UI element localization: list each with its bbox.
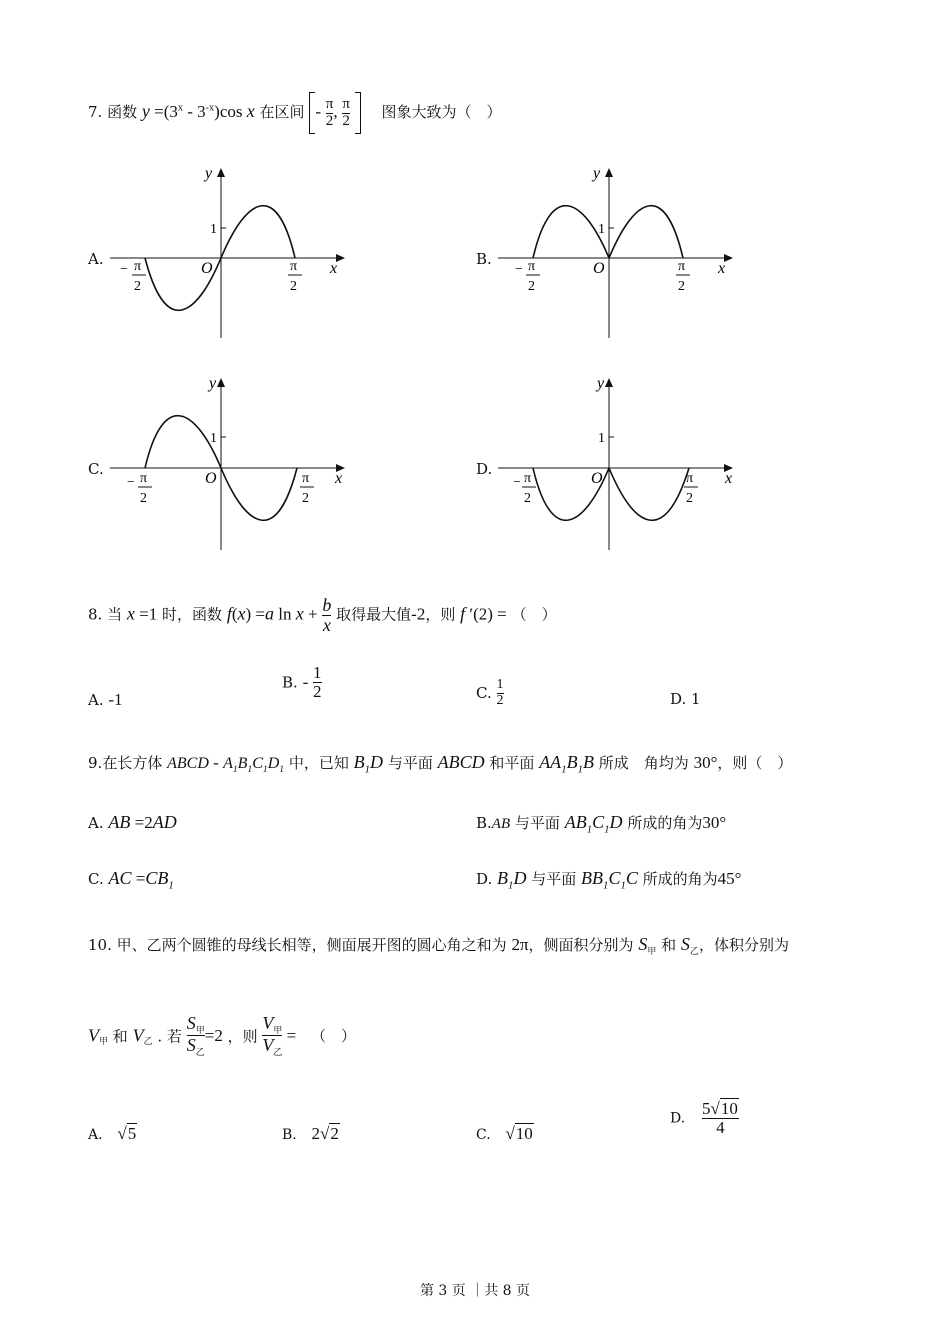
- svg-text:π: π: [290, 259, 298, 274]
- graph-label-a: A.: [88, 250, 104, 268]
- q8-option-b[interactable]: B. - $\frac{1}{2}$: [282, 663, 322, 701]
- q7-stem: 7. 函数 $y =(3^x - 3^{-x})\cos$ x 在区间 - $\frac{\pi}{2}$ , $\frac{\pi}{2}$ 图象大致为（ ）: [88, 92, 502, 134]
- svg-text:2: 2: [686, 491, 693, 506]
- svg-text:1: 1: [598, 222, 605, 237]
- q8-option-a[interactable]: A. -1: [88, 690, 123, 709]
- graph-label-b: B.: [476, 250, 492, 268]
- svg-text:x: x: [335, 470, 343, 487]
- q8-number: 8.: [88, 605, 103, 624]
- q10-number: 10.: [88, 936, 112, 954]
- graph-label-d: D.: [476, 460, 493, 478]
- svg-text:−: −: [127, 475, 135, 490]
- q9-number: 9.: [88, 754, 103, 772]
- graph-label-c: C.: [88, 460, 104, 478]
- graph-b: [493, 160, 743, 345]
- svg-text:π: π: [524, 471, 532, 486]
- q8-formula: f: [226, 603, 232, 624]
- svg-text:2: 2: [528, 279, 535, 294]
- q10-option-d[interactable]: D. $\frac{5√10}{4}$: [670, 1099, 738, 1137]
- svg-text:2: 2: [140, 491, 147, 506]
- q7-interval: - $\frac{\pi}{2}$ , $\frac{\pi}{2}$: [309, 103, 365, 121]
- svg-text:x: x: [718, 260, 726, 277]
- svg-text:2: 2: [290, 279, 297, 294]
- svg-text:2: 2: [524, 491, 531, 506]
- svg-text:−: −: [515, 262, 523, 277]
- svg-text:y: y: [597, 375, 605, 392]
- svg-text:2: 2: [302, 491, 309, 506]
- svg-text:O: O: [591, 470, 603, 487]
- q7-number: 7.: [88, 103, 103, 121]
- svg-text:π: π: [140, 471, 148, 486]
- svg-text:1: 1: [598, 431, 605, 446]
- svg-text:y: y: [593, 165, 601, 182]
- svg-text:−: −: [513, 475, 521, 490]
- svg-text:1: 1: [210, 222, 217, 237]
- svg-text:O: O: [205, 470, 217, 487]
- q9-option-d[interactable]: D. $B_1D$ 与平面 $BB_1C_1C$ 所成的角为45°: [476, 868, 742, 892]
- svg-text:−: −: [120, 262, 128, 277]
- svg-text:π: π: [528, 259, 536, 274]
- graph-c: [105, 370, 355, 555]
- graph-d: [493, 370, 743, 555]
- q9-option-a[interactable]: A. AB =2AD: [88, 812, 177, 832]
- q10-stem-line1: 10. 甲、乙两个圆锥的母线长相等，侧面展开图的圆心角之和为 2π，侧面积分别为 $S_甲$ 和 $S_乙$，体积分别为: [88, 934, 789, 957]
- q7-text-1: 函数: [107, 103, 138, 121]
- q8-option-c[interactable]: C. $\frac{1}{2}$: [476, 677, 504, 708]
- q8-option-d[interactable]: D. 1: [670, 690, 701, 708]
- svg-text:x: x: [330, 260, 338, 277]
- svg-text:1: 1: [210, 431, 217, 446]
- svg-text:O: O: [593, 260, 605, 277]
- q10-option-c[interactable]: C. √10: [476, 1124, 533, 1143]
- svg-text:2: 2: [678, 279, 685, 294]
- q10-option-b[interactable]: B. 2√2: [282, 1124, 339, 1143]
- q7-formula: y: [141, 101, 150, 121]
- svg-text:y: y: [205, 165, 213, 182]
- q9-option-b[interactable]: B.AB 与平面 $AB_1C_1D$ 所成的角为30°: [476, 812, 727, 836]
- graph-a: [105, 160, 355, 345]
- q7-text-2: 在区间: [259, 103, 305, 121]
- svg-text:π: π: [678, 259, 686, 274]
- svg-text:π: π: [134, 259, 142, 274]
- q10-stem-line2: $V_甲$ 和 $V_乙$ . 若 $\frac{S_甲}{S_乙}$ =2 ，则 $\frac{V_甲}{V_乙}$ = （ ）: [88, 1013, 357, 1058]
- q9-option-c[interactable]: C. AC $=CB_1$: [88, 868, 174, 892]
- svg-text:2: 2: [134, 279, 141, 294]
- svg-text:π: π: [302, 471, 310, 486]
- page-footer: 第 3 页 ｜共 8 页: [419, 1283, 531, 1299]
- svg-text:π: π: [686, 471, 694, 486]
- q10-option-a[interactable]: A. √5: [88, 1124, 137, 1143]
- svg-text:O: O: [201, 260, 213, 277]
- q8-stem: 8. 当 x =1 时，函数 f(x) =a ln x + $\frac{b}{x}$ 取得最大值-2，则 f ′(2) = （ ）: [88, 595, 557, 635]
- svg-text:y: y: [209, 375, 217, 392]
- svg-text:x: x: [725, 470, 733, 487]
- q9-stem: 9.在长方体 ABCD - $A_1B_1C_1D_1$ 中，已知 $B_1D$ 与平面 ABCD 和平面 $AA_1B_1B$ 所成 角均为 30°，则（ ）: [88, 752, 793, 776]
- q7-text-3: 图象大致为（ ）: [381, 103, 502, 121]
